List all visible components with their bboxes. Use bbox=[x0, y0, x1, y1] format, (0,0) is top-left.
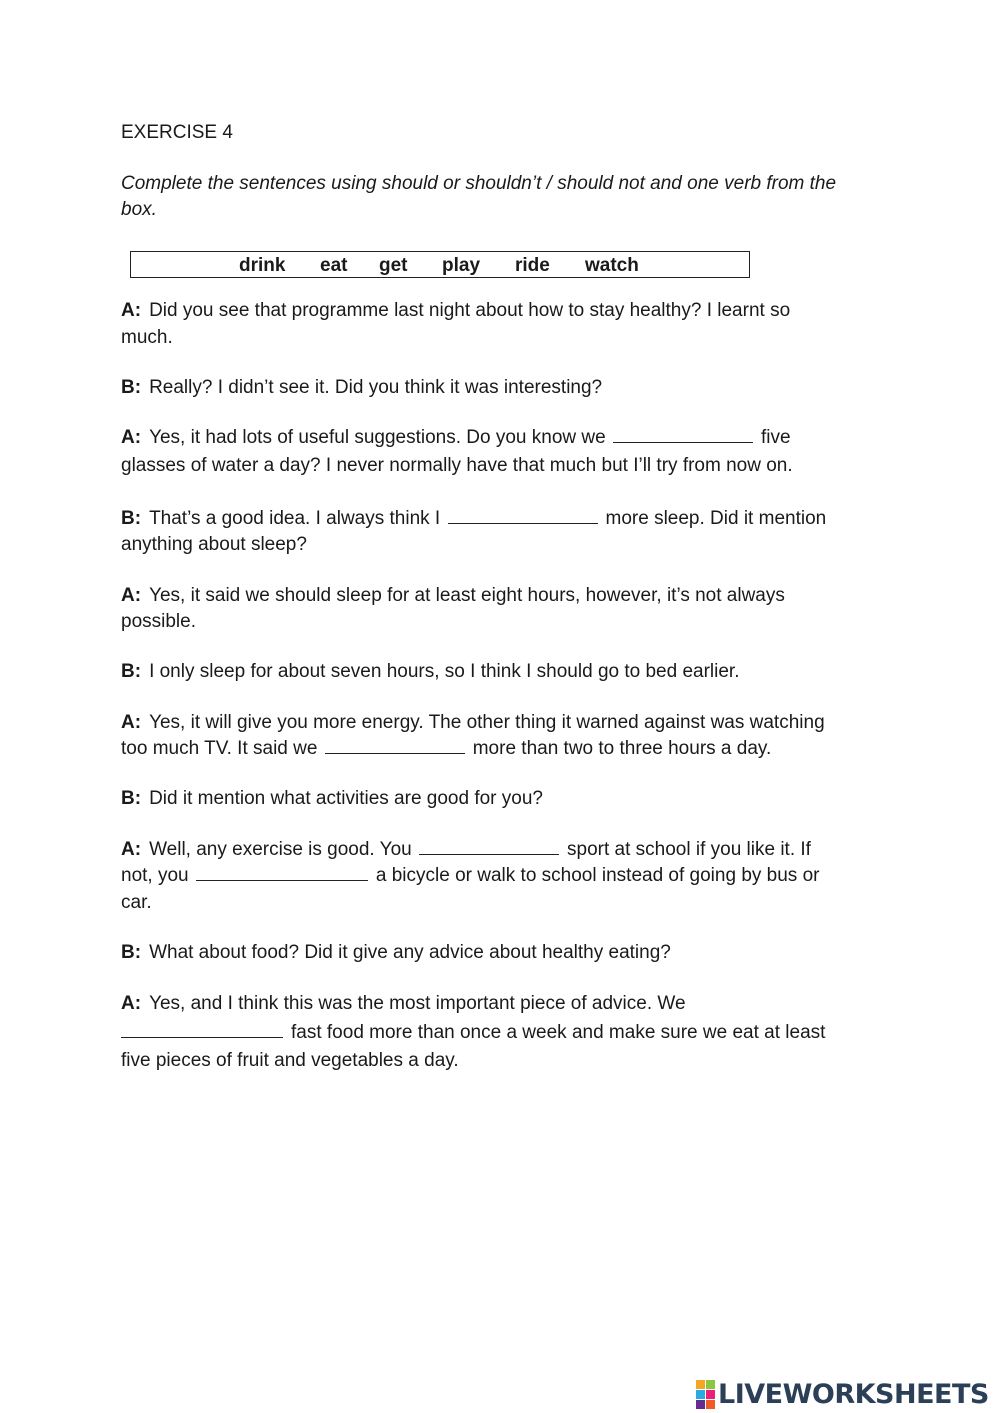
dialogue-line bbox=[121, 710, 881, 736]
dialogue-line bbox=[121, 736, 881, 762]
dialogue-text: Well, any exercise is good. You bbox=[149, 839, 412, 860]
logo-icon bbox=[696, 1380, 715, 1409]
speaker-a: A: bbox=[121, 993, 142, 1014]
logo-text: LIVEWORKSHEETS bbox=[718, 1378, 989, 1410]
logo-square bbox=[696, 1380, 705, 1389]
instructions-line-1: Complete the sentences using should or shouldn’t / should not and one verb from the bbox=[121, 173, 837, 194]
dialogue-line bbox=[121, 425, 881, 451]
dialogue-line bbox=[121, 1020, 881, 1046]
dialogue-text: Yes, it will give you more energy. The other thing it warned against was watching bbox=[149, 712, 825, 733]
answer-blank-1[interactable] bbox=[613, 426, 753, 443]
speaker-a: A: bbox=[121, 585, 142, 606]
dialogue-text: What about food? Did it give any advice about healthy eating? bbox=[149, 942, 671, 963]
answer-blank-5[interactable] bbox=[196, 864, 368, 881]
dialogue-line bbox=[121, 863, 881, 889]
dialogue-line bbox=[121, 940, 881, 966]
dialogue-text: more than two to three hours a day. bbox=[472, 738, 772, 759]
instructions-line-2: box. bbox=[121, 199, 157, 220]
logo-square bbox=[706, 1400, 715, 1409]
speaker-a: A: bbox=[121, 839, 142, 860]
dialogue-text: too much TV. It said we bbox=[121, 738, 318, 759]
speaker-b: B: bbox=[121, 661, 142, 682]
verb-get: get bbox=[379, 255, 408, 276]
dialogue-line bbox=[121, 453, 881, 479]
dialogue-line bbox=[121, 890, 881, 916]
verb-ride: ride bbox=[515, 255, 550, 276]
answer-blank-3[interactable] bbox=[325, 737, 465, 754]
dialogue-line bbox=[121, 991, 881, 1017]
speaker-b: B: bbox=[121, 377, 142, 398]
dialogue-line bbox=[121, 609, 881, 635]
dialogue-text: not, you bbox=[121, 865, 189, 886]
dialogue-text: five bbox=[760, 427, 791, 448]
dialogue-line bbox=[121, 583, 881, 609]
verb-drink: drink bbox=[239, 255, 286, 276]
dialogue-line bbox=[121, 506, 881, 532]
verb-watch: watch bbox=[585, 255, 639, 276]
dialogue-text: sport at school if you like it. If bbox=[567, 839, 811, 860]
speaker-b: B: bbox=[121, 942, 142, 963]
dialogue-text: five pieces of fruit and vegetables a day. bbox=[121, 1050, 459, 1071]
dialogue-text: possible. bbox=[121, 611, 196, 632]
dialogue-line bbox=[121, 298, 881, 324]
dialogue-text: Yes, and I think this was the most important piece of advice. We bbox=[149, 993, 686, 1014]
speaker-a: A: bbox=[121, 427, 142, 448]
dialogue-text: Did you see that programme last night about how to stay healthy? I learnt so bbox=[149, 300, 791, 321]
dialogue-line bbox=[121, 532, 881, 558]
exercise-title: EXERCISE 4 bbox=[121, 122, 233, 143]
answer-blank-4[interactable] bbox=[419, 838, 559, 855]
dialogue-text: glasses of water a day? I never normally have that much but I’ll try from now on. bbox=[121, 455, 793, 476]
dialogue-text: Did it mention what activities are good for you? bbox=[149, 788, 543, 809]
dialogue-text: more sleep. Did it mention bbox=[605, 508, 827, 529]
dialogue-text: I only sleep for about seven hours, so I think I should go to bed earlier. bbox=[149, 661, 740, 682]
dialogue-line bbox=[121, 375, 881, 401]
dialogue-line bbox=[121, 1048, 881, 1074]
dialogue-line bbox=[121, 659, 881, 685]
dialogue-text: car. bbox=[121, 892, 152, 913]
dialogue-text: Yes, it had lots of useful suggestions. Do you know we bbox=[149, 427, 606, 448]
speaker-a: A: bbox=[121, 712, 142, 733]
dialogue-text: Really? I didn’t see it. Did you think it was interesting? bbox=[149, 377, 603, 398]
logo-square bbox=[696, 1390, 705, 1399]
dialogue-text: Yes, it said we should sleep for at least eight hours, however, it’s not always bbox=[149, 585, 785, 606]
dialogue-text: fast food more than once a week and make sure we eat at least bbox=[291, 1022, 826, 1043]
answer-blank-2[interactable] bbox=[448, 507, 598, 524]
logo-square bbox=[706, 1380, 715, 1389]
speaker-a: A: bbox=[121, 300, 142, 321]
dialogue-line bbox=[121, 837, 881, 863]
instructions bbox=[121, 171, 881, 223]
dialogue-line bbox=[121, 325, 881, 351]
logo-square bbox=[706, 1390, 715, 1399]
dialogue-text: That’s a good idea. I always think I bbox=[149, 508, 441, 529]
answer-blank-6[interactable] bbox=[121, 1021, 283, 1038]
dialogue-line bbox=[121, 786, 881, 812]
speaker-b: B: bbox=[121, 788, 142, 809]
verb-play: play bbox=[442, 255, 481, 276]
liveworksheets-logo bbox=[696, 1376, 989, 1412]
verb-eat: eat bbox=[320, 255, 348, 276]
dialogue-text: much. bbox=[121, 327, 173, 348]
dialogue-text: anything about sleep? bbox=[121, 534, 307, 555]
logo-square bbox=[696, 1400, 705, 1409]
dialogue-text: a bicycle or walk to school instead of going by bus or bbox=[375, 865, 820, 886]
verb-box bbox=[130, 251, 750, 278]
speaker-b: B: bbox=[121, 508, 142, 529]
